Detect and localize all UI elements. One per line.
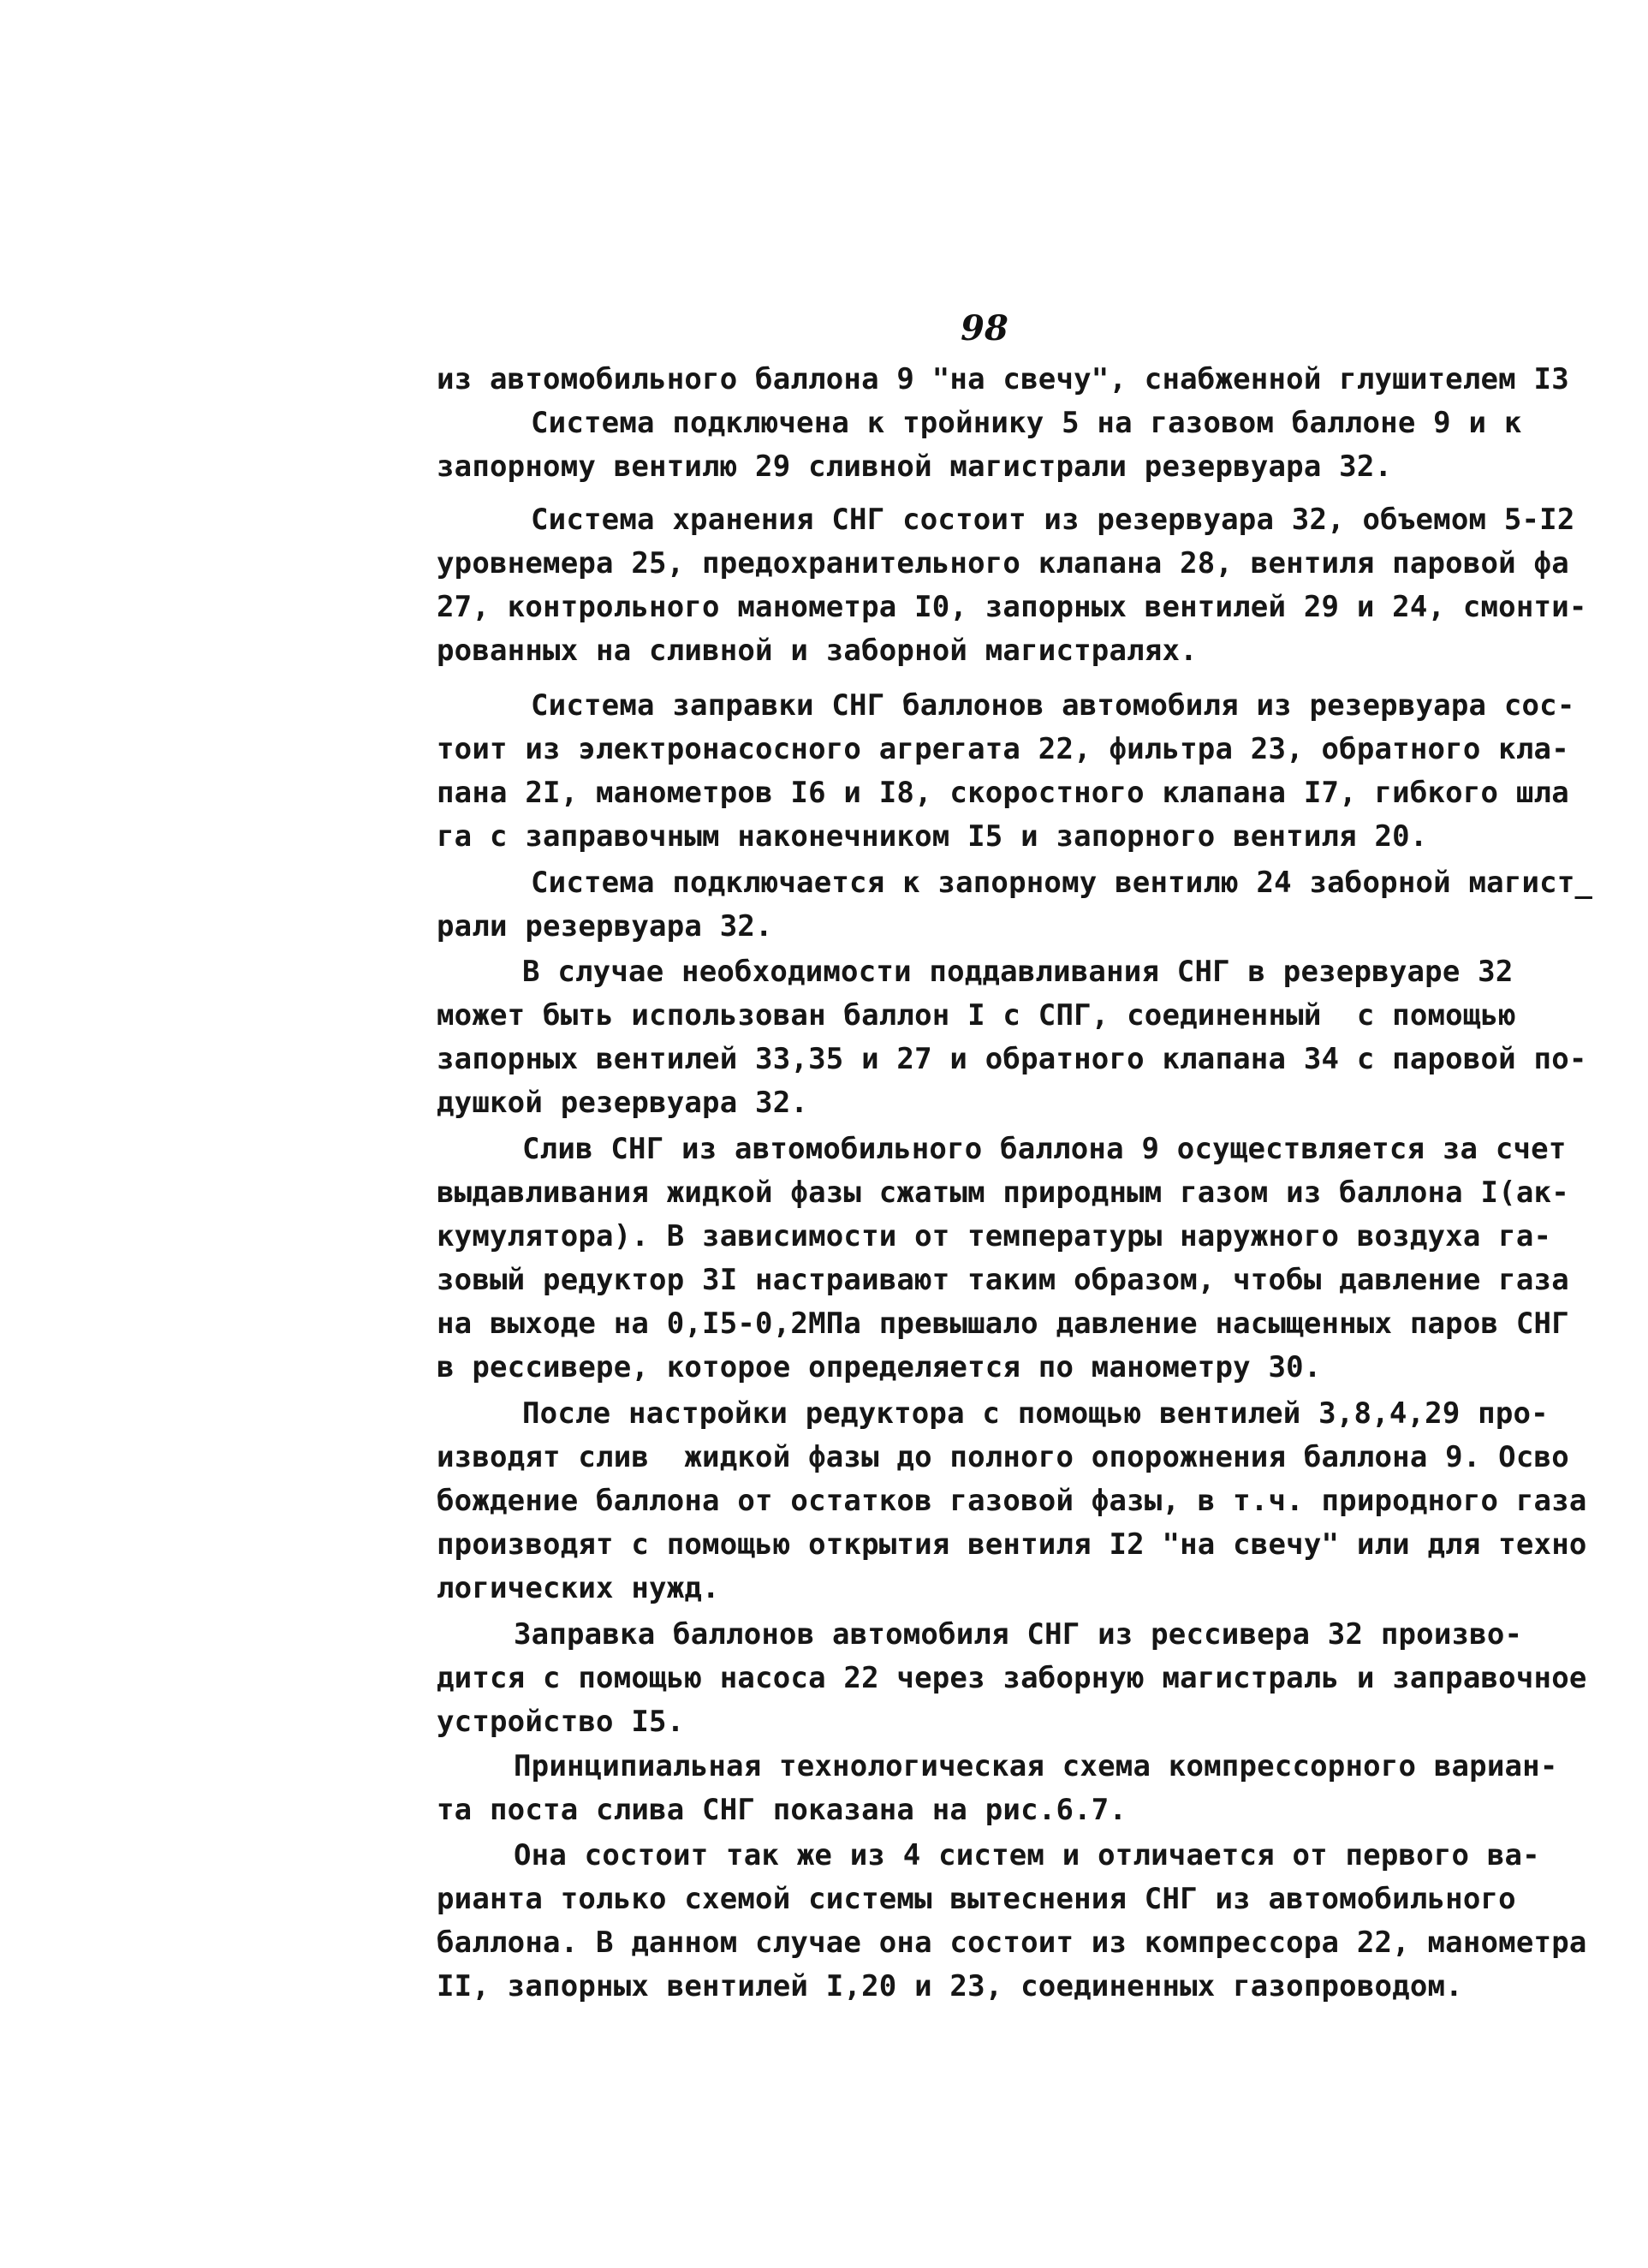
text-line: душкой резервуара 32. (437, 1086, 809, 1120)
text-line: В случае необходимости поддавливания СНГ в резервуаре 32 (522, 955, 1514, 989)
text-line: После настройки редуктора с помощью вентилей 3,8,4,29 про- (522, 1396, 1549, 1431)
text-line: рованных на сливной и заборной магистралях. (437, 634, 1198, 668)
text-line: изводят слив жидкой фазы до полного опорожнения баллона 9. Осво (437, 1440, 1569, 1474)
text-line: логических нужд. (437, 1571, 720, 1605)
text-line: Слив СНГ из автомобильного баллона 9 осуществляется за счет (522, 1132, 1567, 1166)
text-line: выдавливания жидкой фазы сжатым природным газом из баллона I(ак- (437, 1176, 1569, 1210)
page-number: 98 (961, 308, 1008, 348)
text-line: рианта только схемой системы вытеснения СНГ из автомобильного (437, 1882, 1516, 1916)
text-line: баллона. В данном случае она состоит из компрессора 22, манометра (437, 1926, 1587, 1960)
text-line: рали резервуара 32. (437, 909, 773, 944)
text-line: Система подключена к тройнику 5 на газовом баллоне 9 и к (531, 406, 1522, 440)
text-line: Принципиальная технологическая схема компрессорного вариан- (514, 1749, 1558, 1783)
text-line: Система заправки СНГ баллонов автомобиля из резервуара сос- (531, 688, 1575, 723)
text-line: II, запорных вентилей I,20 и 23, соединенных газопроводом. (437, 1969, 1463, 2003)
text-line: может быть использован баллон I с СПГ, соединенный с помощью (437, 998, 1516, 1033)
text-line: в рессивере, которое определяется по манометру 30. (437, 1350, 1322, 1384)
text-line: 27, контрольного манометра I0, запорных вентилей 29 и 24, смонти- (437, 590, 1587, 624)
text-line: Она состоит так же из 4 систем и отличается от первого ва- (514, 1838, 1540, 1872)
text-line: кумулятора). В зависимости от температуры наружного воздуха га- (437, 1219, 1552, 1253)
text-line: Система хранения СНГ состоит из резервуара 32, объемом 5-I2 (531, 503, 1575, 537)
text-line: устройство I5. (437, 1705, 685, 1739)
text-line: уровнемера 25, предохранительного клапана 28, вентиля паровой фа (437, 546, 1569, 580)
text-line: та поста слива СНГ показана на рис.6.7. (437, 1793, 1127, 1827)
text-line: запорных вентилей 33,35 и 27 и обратного клапана 34 с паровой по- (437, 1042, 1587, 1076)
text-line: пана 2I, манометров I6 и I8, скоростного клапана I7, гибкого шла (437, 776, 1569, 810)
text-line: Заправка баллонов автомобиля СНГ из рессивера 32 произво- (514, 1617, 1523, 1652)
text-line: зовый редуктор 3I настраивают таким образом, чтобы давление газа (437, 1263, 1569, 1297)
text-line: га с заправочным наконечником I5 и запорного вентиля 20. (437, 819, 1428, 854)
text-line: на выходе на 0,I5-0,2МПа превышало давление насыщенных паров СНГ (437, 1307, 1569, 1341)
text-line: производят с помощью открытия вентиля I2 "на свечу" или для техно (437, 1527, 1587, 1562)
text-line: запорному вентилю 29 сливной магистрали резервуара 32. (437, 449, 1393, 484)
text-line: из автомобильного баллона 9 "на свечу", снабженной глушителем I3 (437, 362, 1569, 396)
text-line: бождение баллона от остатков газовой фазы, в т.ч. природного газа (437, 1484, 1587, 1518)
text-line: тоит из электронасосного агрегата 22, фильтра 23, обратного кла- (437, 732, 1569, 766)
text-line: дится с помощью насоса 22 через заборную магистраль и заправочное (437, 1661, 1587, 1695)
text-line: Система подключается к запорному вентилю 24 заборной магист_ (531, 866, 1593, 900)
